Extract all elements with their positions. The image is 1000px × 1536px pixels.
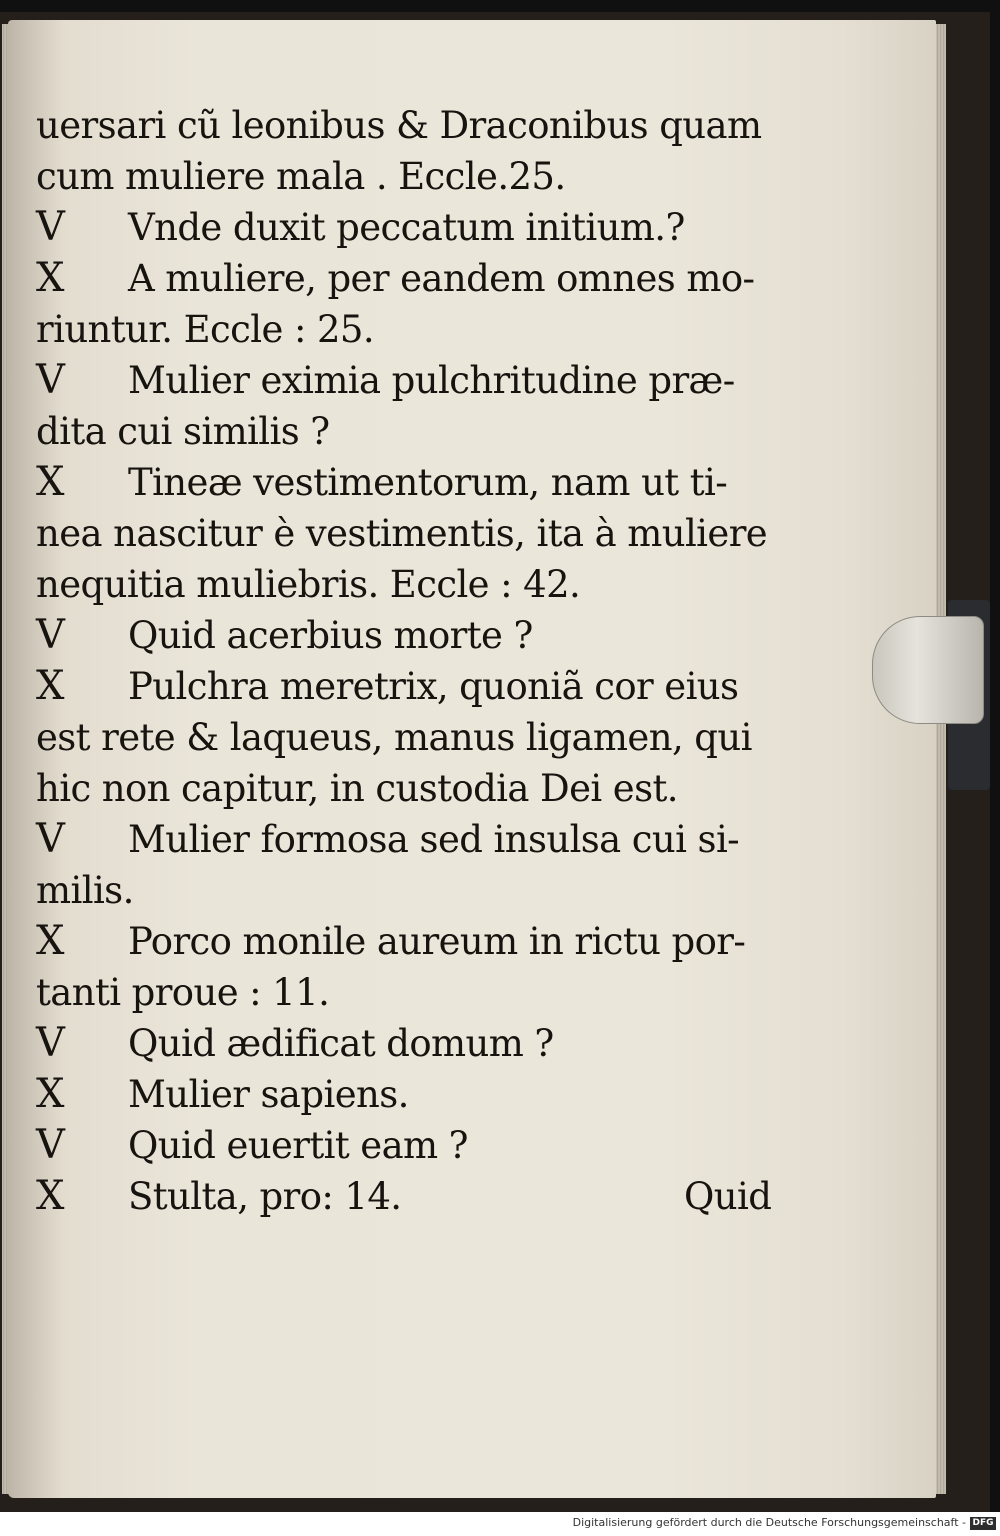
speaker-label: V — [36, 1122, 65, 1168]
right-page-edges — [936, 24, 946, 1494]
dfg-logo-icon: DFG — [970, 1517, 996, 1530]
line-text: Pulchra meretrix, quoniã cor eius — [128, 665, 739, 708]
line-text: cum muliere mala . Eccle.25. — [36, 155, 566, 198]
speaker-label: V — [36, 816, 65, 862]
text-line — [36, 712, 826, 763]
line-text: nequitia muliebris. Eccle : 42. — [36, 563, 581, 606]
line-text: nea nascitur è vestimentis, ita à muliere — [36, 512, 768, 555]
text-line — [36, 610, 826, 661]
speaker-label: X — [36, 663, 64, 709]
text-line — [36, 151, 826, 202]
text-line — [36, 202, 826, 253]
speaker-label: V — [36, 357, 65, 403]
line-text: Quid acerbius morte ? — [128, 614, 533, 657]
text-line — [36, 814, 826, 865]
line-text: Mulier eximia pulchritudine præ- — [128, 359, 735, 402]
speaker-label: V — [36, 1020, 65, 1066]
text-line — [36, 1018, 826, 1069]
line-text: Mulier sapiens. — [128, 1073, 409, 1116]
line-text: Quid euertit eam ? — [128, 1124, 468, 1167]
text-line — [36, 559, 826, 610]
text-line-last — [36, 1171, 826, 1222]
funding-credit: Digitalisierung gefördert durch die Deutsche Forschungsgemeinschaft - — [572, 1516, 966, 1529]
line-text: A muliere, per eandem omnes mo- — [128, 257, 755, 300]
text-line — [36, 1069, 826, 1120]
text-line — [36, 355, 826, 406]
page-holder-clip — [872, 616, 984, 724]
text-line — [36, 100, 826, 151]
text-line — [36, 916, 826, 967]
line-text: Porco monile aureum in rictu por- — [128, 920, 746, 963]
catchword: Quid — [684, 1175, 772, 1218]
text-line — [36, 508, 826, 559]
text-line — [36, 661, 826, 712]
line-text: Quid ædificat domum ? — [128, 1022, 554, 1065]
speaker-label: X — [36, 255, 64, 301]
speaker-label: V — [36, 612, 65, 658]
line-text: milis. — [36, 869, 134, 912]
line-text: hic non capitur, in custodia Dei est. — [36, 767, 678, 810]
line-text: Stulta, pro: 14. — [128, 1175, 402, 1218]
speaker-label: X — [36, 459, 64, 505]
speaker-label: X — [36, 1173, 64, 1219]
speaker-label: X — [36, 918, 64, 964]
line-text: Tineæ vestimentorum, nam ut ti- — [128, 461, 728, 504]
line-text: dita cui similis ? — [36, 410, 330, 453]
line-text: tanti proue : 11. — [36, 971, 330, 1014]
text-line — [36, 763, 826, 814]
page-text-block — [36, 100, 826, 1222]
text-line — [36, 865, 826, 916]
text-line — [36, 457, 826, 508]
text-line — [36, 304, 826, 355]
text-line — [36, 1120, 826, 1171]
line-text: riuntur. Eccle : 25. — [36, 308, 375, 351]
text-line — [36, 406, 826, 457]
text-line — [36, 967, 826, 1018]
line-text: est rete & laqueus, manus ligamen, qui — [36, 716, 752, 759]
speaker-label: V — [36, 204, 65, 250]
speaker-label: X — [36, 1071, 64, 1117]
text-line — [36, 253, 826, 304]
line-text: uersari cũ leonibus & Draconibus quam — [36, 104, 762, 147]
line-text: Vnde duxit peccatum initium.? — [128, 206, 685, 249]
footer-bar — [0, 1512, 1000, 1536]
line-text: Mulier formosa sed insulsa cui si- — [128, 818, 740, 861]
